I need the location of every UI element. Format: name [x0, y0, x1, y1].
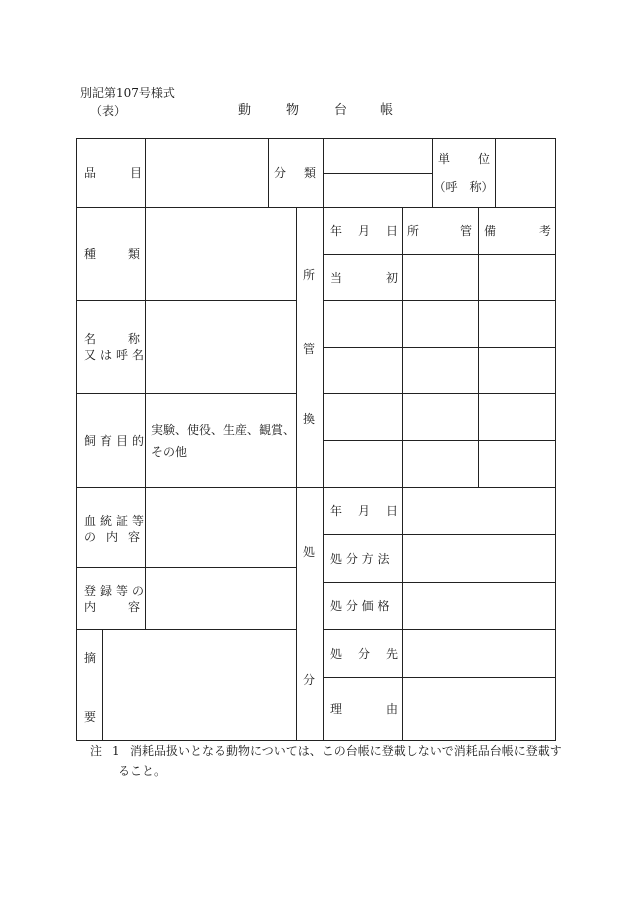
shobun-nengappi-2: 月: [358, 504, 371, 518]
riyu-label-2: 由: [386, 702, 399, 716]
shobun-nengappi-3: 日: [386, 504, 399, 518]
title-char-1: 動: [238, 103, 252, 118]
note-line-1: 消耗品扱いとなる動物については、この台帳に登載しないで消耗品台帳に登載す: [130, 744, 562, 758]
kettou-label-2a: の: [84, 530, 97, 544]
note-mark: 注: [90, 744, 103, 758]
tani-label-1: 単: [438, 152, 451, 166]
shiiku-values-line1: 実験、使役、生産、観賞、: [151, 423, 296, 437]
shobun-houhou-label: 処 分 方 法: [330, 552, 390, 566]
shobun-vertical-1: 処: [303, 545, 316, 559]
shobun-saki-2: 分: [358, 647, 371, 661]
biko-header-2: 考: [539, 224, 552, 238]
touroku-label-line1: 登録等の: [84, 584, 149, 598]
bunrui-label-2: 類: [304, 166, 317, 180]
nengappi-header-3: 日: [386, 224, 399, 238]
title-char-3: 台: [334, 103, 348, 118]
hinmoku-label-2: 目: [130, 166, 143, 180]
bunrui-label-1: 分: [274, 166, 287, 180]
tani-label-2: 位: [478, 152, 491, 166]
shokan-header-2: 管: [460, 224, 473, 238]
shiiku-values-line2: その他: [151, 445, 188, 459]
touroku-label-2a: 内: [84, 600, 97, 614]
hinmoku-label-1: 品: [84, 166, 97, 180]
shokan-vertical-2: 管: [303, 342, 316, 356]
title-char-2: 物: [286, 103, 300, 118]
note-number: 1: [112, 744, 120, 758]
shokan-vertical-1: 所: [303, 268, 316, 282]
biko-header-1: 備: [484, 224, 497, 238]
shokan-header-1: 所: [407, 224, 420, 238]
riyu-label-1: 理: [330, 702, 343, 716]
note-line-2: ること。: [118, 764, 167, 778]
shobun-vertical-2: 分: [303, 673, 316, 687]
shurui-label-2: 類: [128, 247, 141, 261]
tekiyo-label-1: 摘: [84, 651, 97, 665]
shurui-label-1: 種: [84, 247, 97, 261]
kettou-label-line1: 血統証等: [84, 514, 149, 528]
nengappi-header-2: 月: [358, 224, 371, 238]
shobun-saki-1: 処: [330, 647, 343, 661]
form-number-label: 別記第107号様式: [80, 86, 175, 100]
kettou-label-2b: 内: [106, 530, 119, 544]
tosho-label-1: 当: [330, 271, 343, 285]
shiiku-mokuteki-label: 飼育目的: [84, 434, 149, 448]
kettou-label-2c: 容: [128, 530, 141, 544]
shobun-saki-3: 先: [386, 647, 399, 661]
shobun-nengappi-1: 年: [330, 504, 343, 518]
tosho-label-2: 初: [386, 271, 399, 285]
meisho-label-line2: 又は呼名: [84, 348, 149, 362]
meisho-label-1: 名: [84, 332, 97, 346]
touroku-label-2b: 容: [128, 600, 141, 614]
title-char-4: 帳: [380, 103, 394, 118]
shobun-kakaku-label: 処 分 価 格: [330, 599, 390, 613]
shokan-vertical-3: 換: [303, 412, 316, 426]
kosho-label: （呼 称）: [433, 180, 494, 194]
nengappi-header-1: 年: [330, 224, 343, 238]
tekiyo-label-2: 要: [84, 710, 97, 724]
meisho-label-2: 称: [128, 332, 141, 346]
form-side-label: （表）: [90, 104, 127, 118]
